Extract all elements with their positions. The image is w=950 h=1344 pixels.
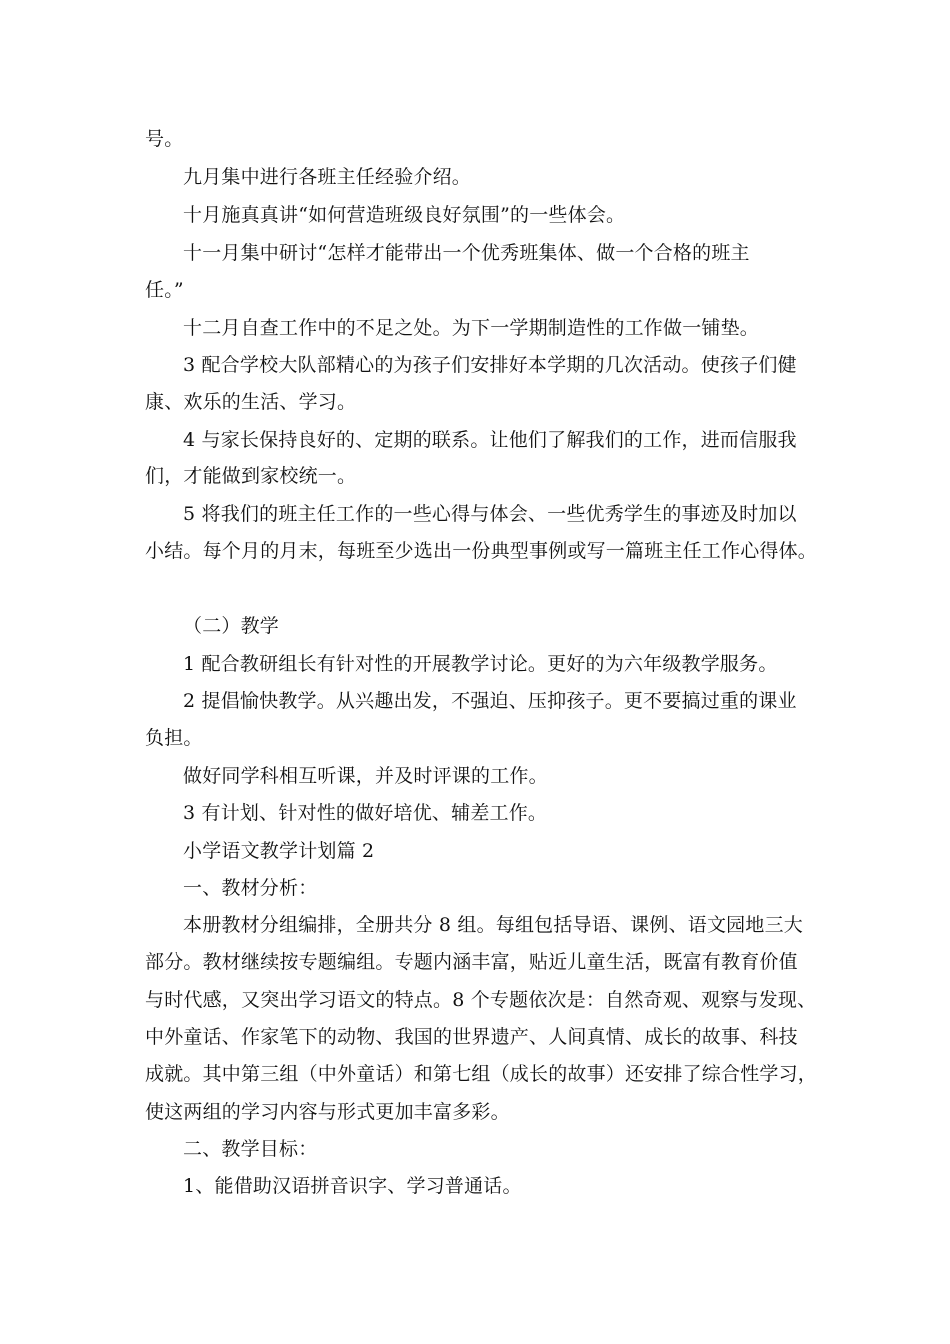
section-heading-materials: 一、教材分析： [183, 877, 318, 899]
text-line-9: 4 与家长保持良好的、定期的联系。让他们了解我们的工作，进而信服我 [183, 429, 797, 451]
text-line-24: 中外童话、作家笔下的动物、我国的世界遗产、人间真情、成长的故事、科技 [145, 1026, 798, 1048]
text-line-18: 3 有计划、针对性的做好培优、辅差工作。 [183, 802, 548, 824]
text-line-10: 们，才能做到家校统一。 [145, 465, 357, 487]
section-heading-teaching: （二）教学 [183, 615, 280, 637]
text-line-1: 号。 [145, 128, 184, 150]
text-line-26: 使这两组的学习内容与形式更加丰富多彩。 [145, 1101, 510, 1123]
text-line-11: 5 将我们的班主任工作的一些心得与体会、一些优秀学生的事迹及时加以 [183, 503, 797, 525]
text-line-12: 小结。每个月的月末，每班至少选出一份典型事例或写一篇班主任工作心得体。 [145, 540, 818, 562]
text-line-5: 任。” [145, 279, 184, 301]
text-line-15: 2 提倡愉快教学。从兴趣出发，不强迫、压抑孩子。更不要搞过重的课业 [183, 690, 797, 712]
text-line-25: 成就。其中第三组（中外童话）和第七组（成长的故事）还安排了综合性学习， [145, 1063, 818, 1085]
text-line-16: 负担。 [145, 727, 203, 749]
text-line-21: 本册教材分组编排，全册共分 8 组。每组包括导语、课例、语文园地三大 [183, 914, 803, 936]
text-line-28: 1、能借助汉语拼音识字、学习普通话。 [183, 1175, 522, 1197]
article-title: 小学语文教学计划篇 2 [183, 840, 375, 862]
section-heading-goals: 二、教学目标： [183, 1138, 318, 1160]
text-line-6: 十二月自查工作中的不足之处。为下一学期制造性的工作做一铺垫。 [183, 317, 760, 339]
text-line-14: 1 配合教研组长有针对性的开展教学讨论。更好的为六年级教学服务。 [183, 653, 778, 675]
text-line-23: 与时代感，又突出学习语文的特点。8 个专题依次是：自然奇观、观察与发现、 [145, 989, 817, 1011]
text-line-4: 十一月集中研讨“怎样才能带出一个优秀班集体、做一个合格的班主 [183, 242, 750, 264]
text-line-22: 部分。教材继续按专题编组。专题内涵丰富，贴近儿童生活，既富有教育价值 [145, 951, 798, 973]
text-line-8: 康、欢乐的生活、学习。 [145, 391, 357, 413]
text-line-17: 做好同学科相互听课，并及时评课的工作。 [183, 765, 548, 787]
text-line-2: 九月集中进行各班主任经验介绍。 [183, 166, 472, 188]
text-line-3: 十月施真真讲“如何营造班级良好氛围”的一些体会。 [183, 204, 626, 226]
text-line-7: 3 配合学校大队部精心的为孩子们安排好本学期的几次活动。使孩子们健 [183, 354, 797, 376]
